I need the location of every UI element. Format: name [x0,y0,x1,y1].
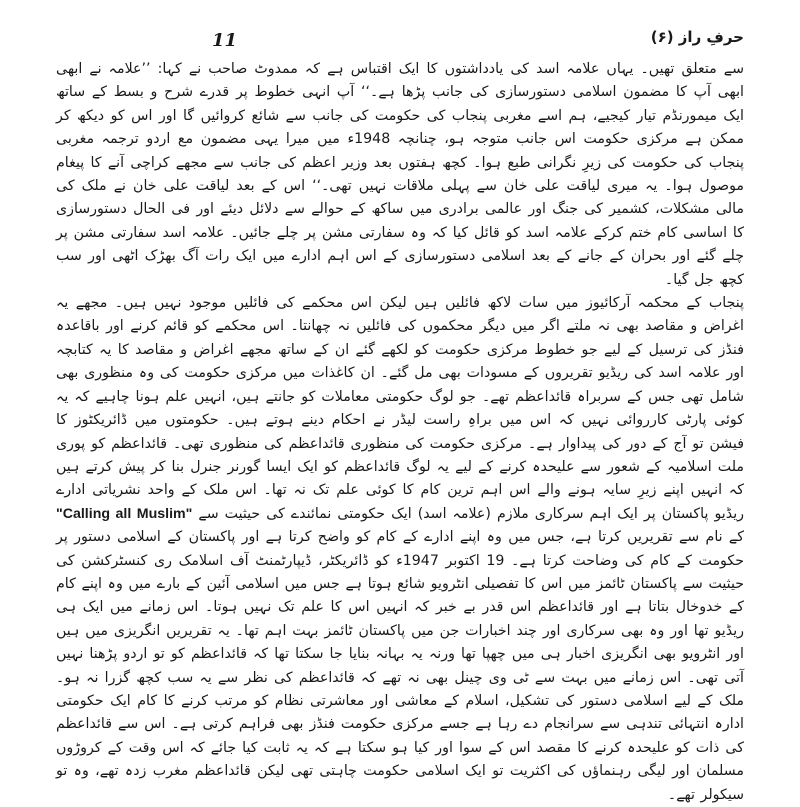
running-head: حرفِ راز (۶) [650,28,744,46]
page-header [56,28,744,58]
calling-all-muslim-title: "Calling all Muslim" [56,505,193,522]
paragraph-3-text: کے نام سے تقریریں کرتا ہے، جس میں وہ اپنے ادارے کے کام کو واضح کرتا ہے اور پاکستان کے اسلامی دستور پر حکومت کے کام کی وضاحت کرتا ہے۔ 19 اکتوبر 1947ء کو ڈائریکٹر، ڈیپارٹمنٹ آف اسلامک ری کنسٹرکشن کی حیثیت سے پاکستان ٹائمز میں اس کا تفصیلی انٹرویو شائع ہوتا ہے جس میں اسلامی آئین کے بارے میں وہ اپنے کام کے خدوخال بتاتا ہے اور قائداعظم اس قدر بے خبر کہ انہیں اس کا علم تک نہیں ہوتا۔ اس زمانے میں ایک ہی ریڈیو تھا اور وہ بھی سرکاری اور چند اخبارات جن میں پاکستان ٹائمز بہت اہم تھا۔ یہ تقریریں انگریزی میں ہیں اور انٹرویو بھی انگریزی اخبار ہی میں چھپا تھا ورنہ یہ بہانہ بنایا جا سکتا تھا کہ قائداعظم کو تو اردو پڑھنا نہیں آتی تھی۔ اس زمانے میں بہت سے ٹی وی چینل بھی نہ تھے کہ قائداعظم کی نظر سے یہ سب کچھ گزرا نہ ہو۔ ملک کے لیے اسلامی دستور کی تشکیل، اسلام کے معاشی اور معاشرتی نظام کو مرتب کرنے کا کام ایک حکومتی ادارہ انتہائی تندہی سے سرانجام دے رہا ہے جسے مرکزی حکومت فنڈز بھی فراہم کرتی ہے۔ اس سے قائداعظم کی ذات کو علیحدہ کرنے کا مقصد اس کے سوا اور کیا ہو سکتا ہے کہ یہ ثابت کیا جائے کہ اس وقت کے کروڑوں مسلمان اور لیگی رہنماؤں کی اکثریت تو ایک اسلامی حکومت چاہتی تھی لیکن قائداعظم مغرب زدہ تھے، وہ تو سیکولر تھے۔ [56,529,744,803]
paragraph-2 [56,292,744,807]
page-body [56,58,744,807]
paragraph-2-text: پنجاب کے محکمہ آرکائیوز میں سات لاکھ فائلیں ہیں لیکن اس محکمے کی فائلیں موجود نہیں ہیں۔ مجھے یہ اغراض و مقاصد بھی نہ ملتے اگر میں دیگر محکموں کی فائلیں نہ چھانتا۔ اس محکمے کو قائم کرنے اور باقاعدہ فنڈز کی ترسیل کے لیے جو خطوط مرکزی حکومت کو لکھے گئے ان کے ساتھ مجھے اغراض و مقاصد کا یہ کتابچہ اور علامہ اسد کی ریڈیو تقریروں کے مسودات بھی مل گئے۔ ان کاغذات میں مرکزی حکومت کی وہ منظوری بھی شامل تھی جس کے سربراہ قائداعظم تھے۔ جو لوگ حکومتی معاملات کو جانتے ہیں، انہیں علم ہونا چاہیے کہ یہ کوئی پارٹی کارروائی نہیں کہ اس میں براہِ راست لیڈر نے احکام دینے ہوتے ہیں۔ حکومتوں میں ڈائریکٹوز کا فیشن تو آج کے دور کی پیداوار ہے۔ مرکزی حکومت کی منظوری قائداعظم کی منظوری تھی۔ قائداعظم کو پوری ملت اسلامیہ کے شعور سے علیحدہ کرنے کے لیے یہ لوگ قائداعظم کو ایک ایسا گورنر جنرل بنا کر پیش کرتے ہیں کہ انہیں اپنے زیرِ سایہ ہونے والے اس اہم ترین کام کا کوئی علم تک نہ تھا۔ اس ملک کے واحد نشریاتی ادارے ریڈیو پاکستان پر ایک اہم سرکاری ملازم (علامہ اسد) ایک حکومتی نمائندے کی حیثیت سے [56,295,744,522]
page-number: 11 [212,30,238,51]
book-page [56,28,744,803]
paragraph-1: سے متعلق تھیں۔ یہاں علامہ اسد کی یادداشتوں کا ایک اقتباس ہے کہ ممدوٹ صاحب نے کہا: ’’علامہ نے ابھی ابھی آپ کا مضمون اسلامی دستورسازی کی جانب پڑھا ہے۔‘‘ آپ انہی خطوط پر قدرے شرح و بسط کے ساتھ ایک میمورنڈم تیار کیجیے، ہم اسے مغربی پنجاب کی حکومت کی جانب سے شائع کروائیں گا اور اس کو دیکھ کر ممکن ہے مرکزی حکومت اس جانب متوجہ ہو، چنانچہ 1948ء میں میرا یہی مضمون مع اردو ترجمہ مغربی پنجاب کی حکومت کی زیرِ نگرانی طبع ہوا۔ کچھ ہفتوں بعد وزیر اعظم کی جانب سے مجھے کراچی آنے کا پیغام موصول ہوا۔ یہ میری لیاقت علی خان سے پہلی ملاقات نہیں تھی۔‘‘ اس کے بعد لیاقت علی خان نے ملک کی مالی مشکلات، کشمیر کی جنگ اور عالمی برادری میں ساکھ کے حوالے سے دلائل دیئے اور فی الحال دستورسازی کا اساسی کام ختم کرکے علامہ اسد کو قائل کیا کہ وہ سفارتی مشن پر چلے جائیں۔ علامہ اسد سفارتی مشن پر چلے گئے اور بحران کے جانے کے بعد اسلامی دستورسازی کے اس اہم ادارے میں ایک رات آگ بھڑک اٹھی اور سب کچھ جل گیا۔ [56,61,744,288]
